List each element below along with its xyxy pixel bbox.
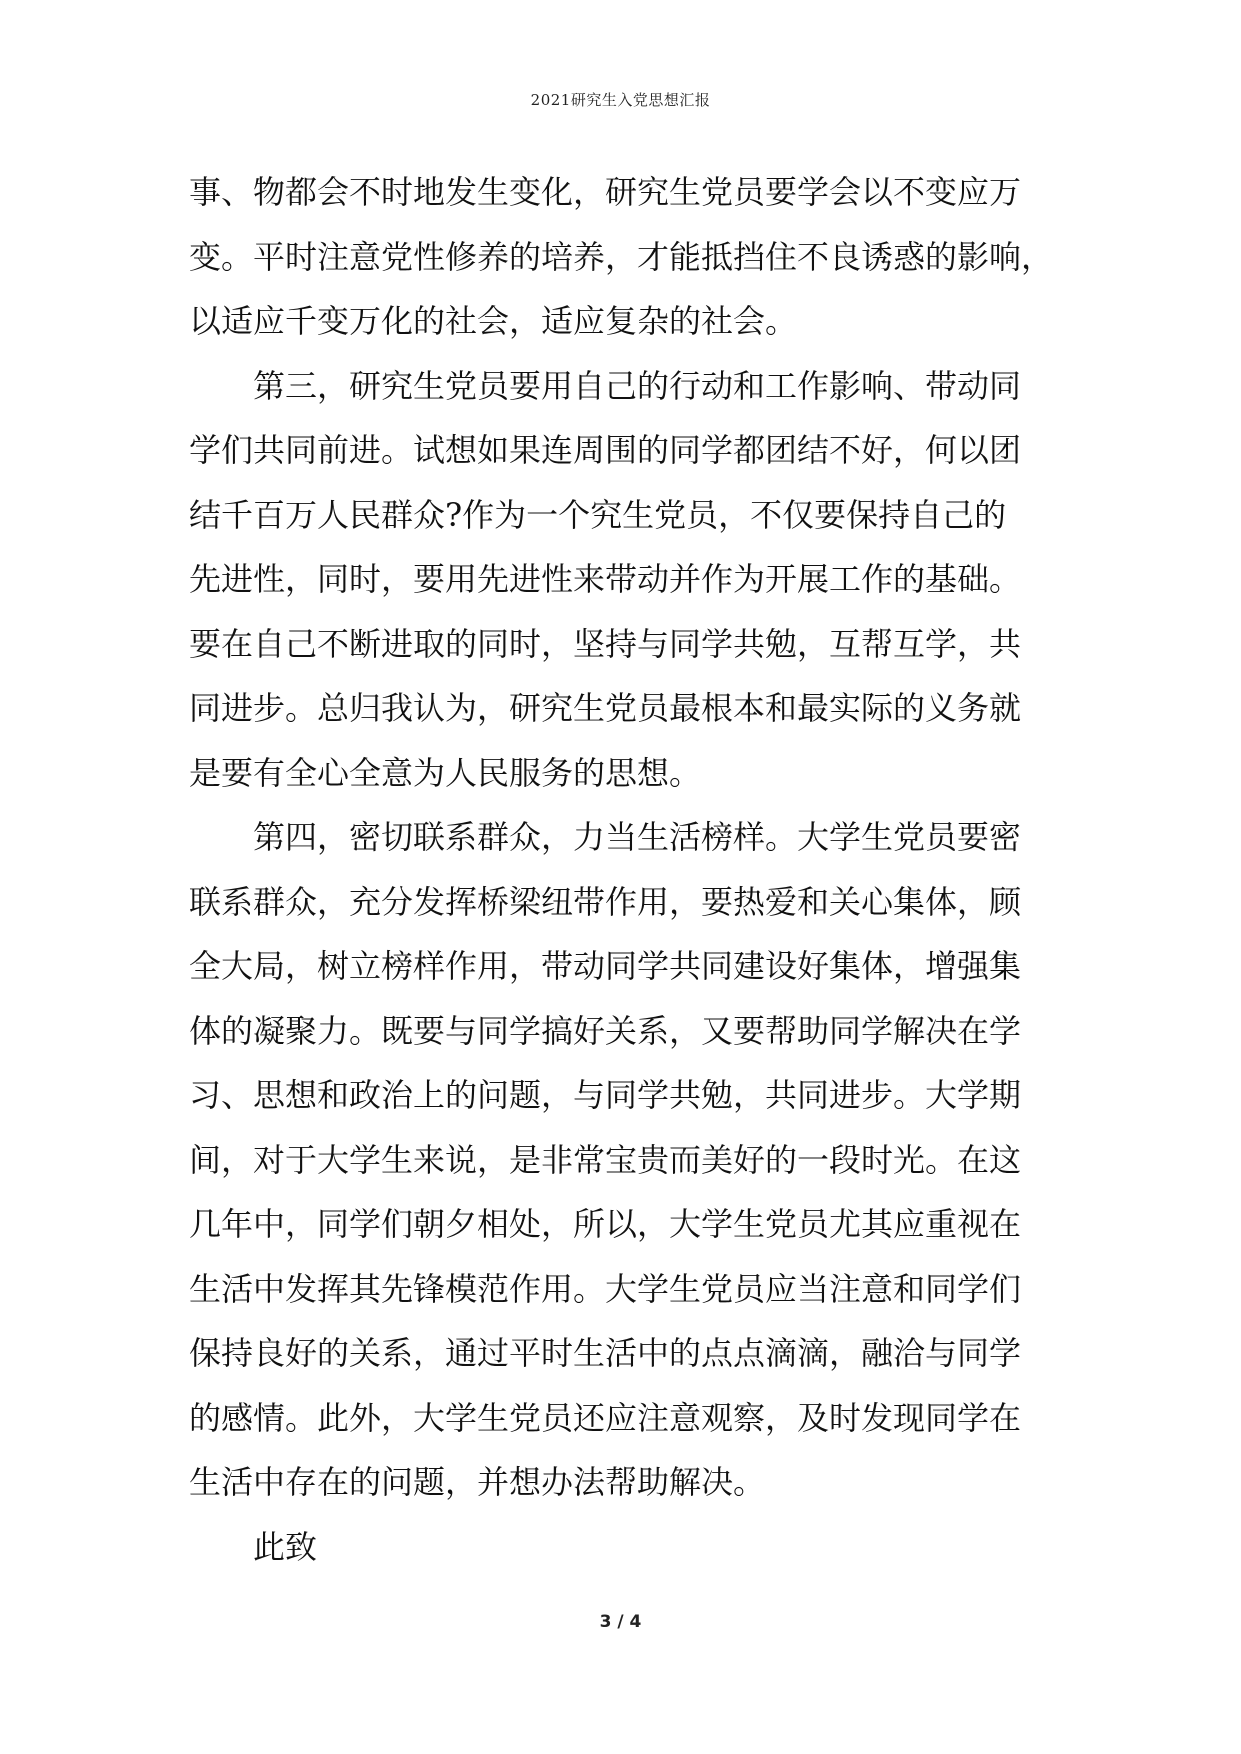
text-line: 同进步。总归我认为，研究生党员最根本和最实际的义务就 [189,689,1022,727]
text-line: 以适应千变万化的社会，适应复杂的社会。 [189,302,798,340]
text-line: 是要有全心全意为人民服务的思想。 [189,753,702,792]
text-line: 变。平时注意党性修养的培养，才能抵挡住不良诱惑的影响， [189,237,1054,276]
text-line: 间，对于大学生来说，是非常宝贵而美好的一段时光。在这 [189,1140,1022,1179]
text-line: 几年中，同学们朝夕相处，所以，大学生党员尤其应重视在 [189,1205,1022,1243]
text-line: 联系群众，充分发挥桥梁纽带作用，要热爱和关心集体，顾 [189,882,1022,921]
paragraph-start-line: 第四，密切联系群众，力当生活榜样。大学生党员要密 [253,818,1022,856]
text-line: 生活中存在的问题，并想办法帮助解决。 [189,1463,766,1501]
text-line: 生活中发挥其先锋模范作用。大学生党员应当注意和同学们 [189,1269,1022,1308]
text-line: 事、物都会不时地发生变化，研究生党员要学会以不变应万 [189,173,1022,211]
text-line: 的感情。此外，大学生党员还应注意观察，及时发现同学在 [189,1398,1022,1437]
document-body [189,160,1059,1579]
text-line: 先进性，同时，要用先进性来带动并作为开展工作的基础。 [189,560,1022,598]
text-line: 要在自己不断进取的同时，坚持与同学共勉，互帮互学，共 [189,624,1022,663]
text-line: 学们共同前进。试想如果连周围的同学都团结不好，何以团 [189,431,1022,469]
page-header-title: 2021研究生入党思想汇报 [530,91,711,109]
text-line: 体的凝聚力。既要与同学搞好关系，又要帮助同学解决在学 [189,1011,1022,1050]
closing-salutation: 此致 [253,1527,318,1566]
paragraph-start-line: 第三，研究生党员要用自己的行动和工作影响、带动同 [253,366,1022,405]
text-line: 保持良好的关系，通过平时生活中的点点滴滴，融洽与同学 [189,1334,1022,1372]
page-number: 3 / 4 [599,1612,642,1632]
text-line: 结千百万人民群众?作为一个究生党员，不仅要保持自己的 [189,495,1007,534]
text-line: 习、思想和政治上的问题，与同学共勉，共同进步。大学期 [189,1076,1022,1114]
text-line: 全大局，树立榜样作用，带动同学共同建设好集体，增强集 [189,947,1022,985]
